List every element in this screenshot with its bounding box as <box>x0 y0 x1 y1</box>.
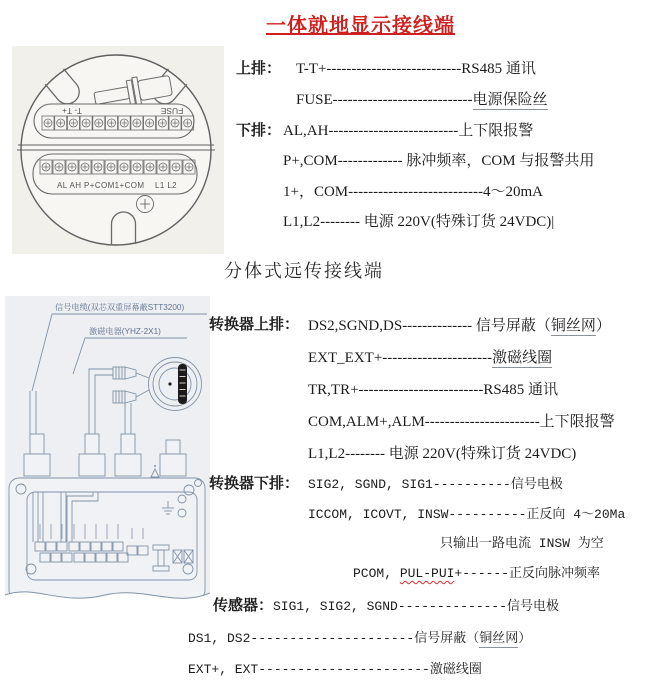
row-text: L1,L2-------- 电源 220V(特殊订货 24VDC)| <box>283 214 555 230</box>
row-text: T-T+---------------------------RS485 通讯 <box>296 61 536 77</box>
row-text: L1,L2-------- 电源 220V(特殊订货 24VDC) <box>308 446 577 462</box>
terminal-row-fuse <box>296 88 548 109</box>
row-text: SIG2, SGND, SIG1----------信号电极 <box>308 477 563 492</box>
row-text-underlined: 铜丝网 <box>550 318 596 334</box>
row-text: COM,ALM+,ALM-----------------------上下限报警 <box>308 414 615 430</box>
row-text: DS2,SGND,DS-------------- 信号屏蔽（ <box>308 318 551 334</box>
upper-strip-label-fuse: FUSE <box>160 106 184 116</box>
row-text: SIG1, SIG2, SGND--------------信号电极 <box>273 599 560 614</box>
terminal-row-pulse-freq <box>353 562 600 581</box>
row-text: TR,TR+-------------------------RS485 通讯 <box>308 382 559 398</box>
row-text: +------正反向脉冲频率 <box>454 566 601 581</box>
row-text: ） <box>518 631 532 646</box>
row-text: DS1, DS2---------------------信号屏蔽（ <box>188 631 480 646</box>
terminal-row-pulse <box>283 149 594 170</box>
upper-strip-label-tt: T- T+ <box>62 106 82 116</box>
gauge-pivot <box>168 382 171 385</box>
terminal-row-alarm-2 <box>308 410 615 431</box>
terminal-row-fwd-rev-ma <box>308 503 625 522</box>
row-text: 1+，COM---------------------------4～20mA <box>283 184 544 200</box>
lower-row-label: 下排： <box>236 123 282 139</box>
row-text: ） <box>595 318 611 334</box>
terminal-row-rs485 <box>296 57 536 78</box>
terminal-row-power <box>283 210 554 231</box>
row-text-underlined: 铜丝网 <box>479 631 519 646</box>
terminal-row-excitation <box>308 346 552 367</box>
row-text: EXT+, EXT----------------------激磁线圈 <box>188 662 482 677</box>
integrated-terminal-diagram <box>12 46 224 254</box>
terminal-row-sensor-shield <box>188 627 531 646</box>
row-text-underlined: 电源保险丝 <box>472 92 548 108</box>
row-text: EXT_EXT+---------------------- <box>308 350 493 366</box>
terminal-row-sensor-excitation <box>188 658 482 677</box>
section2-title: 分体式远传接线端 <box>224 261 384 281</box>
terminal-row-420ma <box>283 180 543 201</box>
row-text: PCOM, <box>353 566 400 581</box>
row-text: FUSE---------------------------- <box>296 92 473 108</box>
terminal-row-electrode <box>308 473 563 492</box>
remote-terminal-diagram <box>5 296 210 618</box>
row-text: 只输出一路电流 INSW 为空 <box>440 536 604 551</box>
converter-upper-label: 转换器上排： <box>209 316 300 333</box>
terminal-row-alarm <box>283 119 533 140</box>
row-text: AL,AH--------------------------上下限报警 <box>283 123 534 139</box>
lower-strip-label-main: AL AH P+COM1+COM <box>57 181 145 190</box>
terminal-row-sensor-electrode <box>273 595 559 614</box>
terminal-row-shield <box>308 314 611 335</box>
row-text: P+,COM------------- 脉冲频率，COM 与报警共用 <box>283 153 595 169</box>
vent-dot <box>154 465 156 467</box>
upper-row-label: 上排： <box>236 61 282 77</box>
terminal-row-power-2 <box>308 442 576 463</box>
row-text-underlined: 激磁线圈 <box>492 350 553 366</box>
row-text: ICCOM, ICOVT, INSW----------正反向 4～20Ma <box>308 507 626 522</box>
row-text-spellcheck: PUL-PUI <box>399 566 455 581</box>
callout-excitation: 激磁电器(YHZ-2X1) <box>89 327 161 336</box>
converter-lower-label: 转换器下排： <box>209 475 300 492</box>
sensor-label: 传感器： <box>213 597 274 614</box>
terminal-row-note <box>440 532 604 551</box>
page-title: 一体就地显示接线端 <box>266 15 455 37</box>
terminal-row-rs485-2 <box>308 378 558 399</box>
lower-strip-label-power: L1 L2 <box>155 181 178 190</box>
callout-signal-cable: 信号电缆(双芯双重屏幕蔽STT3200) <box>55 303 185 312</box>
